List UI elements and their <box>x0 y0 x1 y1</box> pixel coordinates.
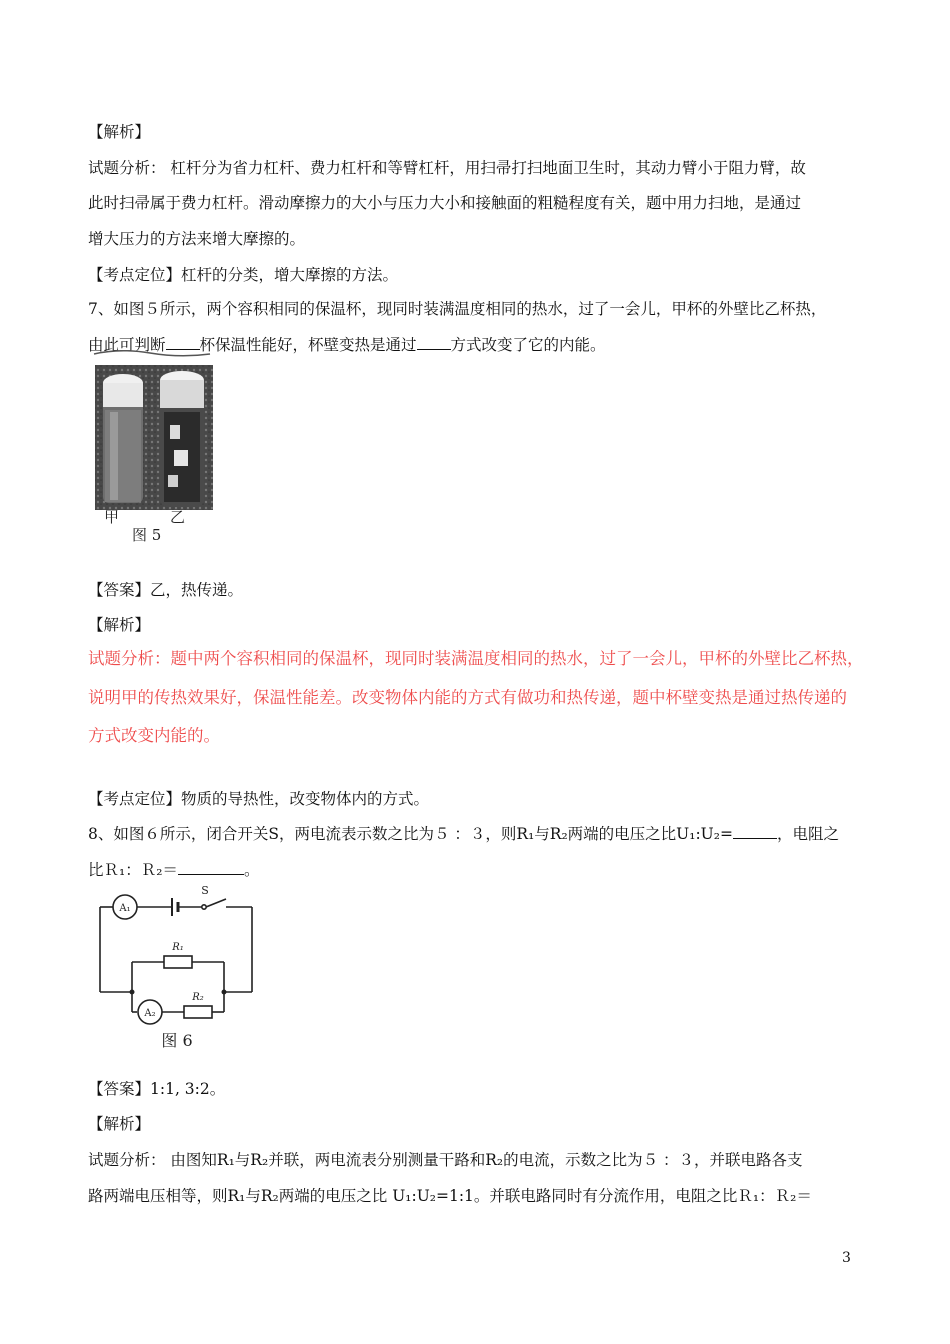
figure-6-label-r2: R₂ <box>192 992 204 1003</box>
analysis-heading-7: 【解析】 <box>88 616 151 634</box>
question-7-line1: 7、如图５所示，两个容积相同的保温杯，现同时装满温度相同的热水，过了一会儿，甲杯的外壁比乙杯热， <box>88 300 827 318</box>
figure-6-caption: 图 6 <box>161 1031 193 1050</box>
analysis-heading-8: 【解析】 <box>88 1115 151 1133</box>
question-8-line1 <box>88 822 839 844</box>
analysis-text-6-line1: 试题分析： 杠杆分为省力杠杆、费力杠杆和等臂杠杆，用扫帚打扫地面卫生时，其动力臂小于阻力臂，故 <box>88 159 806 177</box>
analysis-text-6-line3: 增大压力的方法来增大摩擦的。 <box>88 230 306 248</box>
page-number: 3 <box>842 1250 851 1266</box>
figure-5-photo <box>90 350 218 545</box>
question-8-text-d: 。 <box>243 861 260 879</box>
figure-5-label-yi: 乙 <box>170 508 186 526</box>
analysis-text-7-line2: 说明甲的传热效果好，保温性能差。改变物体内能的方式有做功和热传递，题中杯壁变热是通过热传递的 <box>88 688 847 707</box>
question-7-text-a: 由此可判断 <box>88 336 166 354</box>
question-8-text-c: 比Ｒ₁：Ｒ₂＝ <box>88 861 178 879</box>
analysis-text-7-line3: 方式改变内能的。 <box>88 726 220 745</box>
analysis-text-8-line1: 试题分析： 由图知R₁与R₂并联，两电流表分别测量干路和R₂的电流，示数之比为５ ：３，并联电路各支 <box>88 1151 803 1169</box>
figure-5-label-jia: 甲 <box>104 508 120 526</box>
figure-6-label-a1: A₁ <box>119 903 131 914</box>
analysis-text-7-line1: 试题分析：题中两个容积相同的保温杯，现同时装满温度相同的热水，过了一会儿，甲杯的外壁比乙杯热， <box>88 649 864 668</box>
figure-6-label-a2: A₂ <box>144 1008 156 1019</box>
question-7-text-b: 杯保温性能好，杯壁变热是通过 <box>199 336 417 354</box>
analysis-heading-6: 【解析】 <box>88 123 151 141</box>
figure-5-caption: 图 5 <box>132 526 162 544</box>
question-8-text-a: 8、如图６所示，闭合开关S，两电流表示数之比为５ ：３，则R₁与R₂两端的电压之比U₁:U₂= <box>88 825 733 843</box>
answer-7: 【答案】乙，热传递。 <box>88 581 244 599</box>
answer-blank <box>166 334 200 351</box>
question-8-text-b: ，电阻之 <box>776 825 839 843</box>
key-point-7: 【考点定位】物质的导热性，改变物体内的方式。 <box>88 790 430 808</box>
analysis-text-6-line2: 此时扫帚属于费力杠杆。滑动摩擦力的大小与压力大小和接触面的粗糙程度有关，题中用力扫地，是通过 <box>88 194 802 212</box>
analysis-text-8-line2: 路两端电压相等，则R₁与R₂两端的电压之比 U₁:U₂=1:1。并联电路同时有分流作用，电阻之比Ｒ₁：Ｒ₂＝ <box>88 1187 812 1205</box>
question-8-line2 <box>88 858 259 880</box>
answer-blank <box>733 823 777 840</box>
figure-6-label-s: S <box>201 884 209 897</box>
key-point-6: 【考点定位】杠杆的分类，增大摩擦的方法。 <box>88 266 399 284</box>
figure-6-label-r1: R₁ <box>172 942 184 953</box>
question-7-text-c: 方式改变了它的内能。 <box>450 336 606 354</box>
answer-blank <box>178 859 244 876</box>
answer-8: 【答案】1:1, 3:2。 <box>88 1080 226 1098</box>
figure-6-circuit <box>92 882 262 1052</box>
answer-blank <box>417 334 451 351</box>
